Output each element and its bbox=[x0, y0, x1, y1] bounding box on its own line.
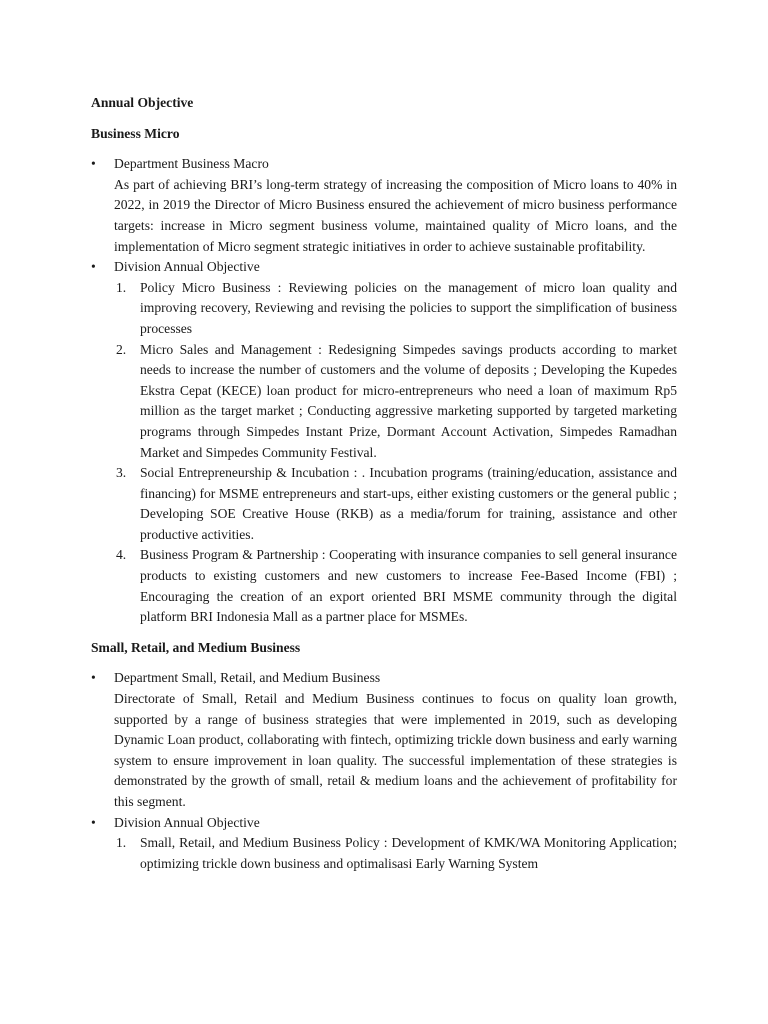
division-label: Division Annual Objective bbox=[114, 259, 260, 275]
document-page bbox=[91, 93, 677, 874]
bullet-item-department bbox=[91, 154, 677, 257]
list-number: 1. bbox=[116, 835, 127, 851]
list-item bbox=[114, 463, 677, 545]
list-item-text: Business Program & Partnership : Cooperating with insurance companies to sell general insurance products to existing customers and new customers to increase Fee-Based Income (FBI) ; Encouraging the creation of an export oriented BRI MSME community through the digital platform BRI Indonesia Mall as a partner place for MSMEs. bbox=[140, 547, 677, 625]
list-item-text: Micro Sales and Management : Redesigning Simpedes savings products according to market needs to increase the number of customers and the volume of deposits ; Developing the Kupedes Ekstra Cepat (KECE) loan product for micro-entrepreneurs who need a loan of maximum Rp5 million as the target market ; Conducting aggressive marketing supported by targeted marketing programs through Simpedes Instant Prize, Dormant Account Activation, Simpedes Ramadhan Market and Simpedes Community Festival. bbox=[140, 341, 677, 460]
list-number: 3. bbox=[116, 465, 127, 481]
bullet-item-division bbox=[91, 813, 677, 875]
list-number: 2. bbox=[116, 341, 127, 357]
small-retail-medium-list bbox=[91, 668, 677, 874]
bullet-icon: • bbox=[91, 156, 96, 172]
division-objectives-list bbox=[114, 278, 677, 628]
list-item-text: Social Entrepreneurship & Incubation : . Incubation programs (training/education, assistance and financing) for MSME entrepreneurs and start-ups, either existing customers or the general public ; Developing SOE Creative House (RKB) as a media/forum for training, assistance and other productive activities. bbox=[140, 465, 677, 542]
bullet-item-division bbox=[91, 257, 677, 628]
bullet-icon: • bbox=[91, 814, 96, 830]
list-item bbox=[114, 833, 677, 874]
document-title: Annual Objective bbox=[91, 95, 194, 110]
bullet-item-department bbox=[91, 668, 677, 812]
department-paragraph: As part of achieving BRI’s long-term strategy of increasing the composition of Micro loans to 40% in 2022, in 2019 the Director of Micro Business ensured the achievement of micro business performance targets: increase in Micro segment business volume, maintained quality of Micro loans, and the implementation of Micro segment strategic initiatives in order to achieve sustainable profitability. bbox=[114, 176, 677, 254]
list-number: 1. bbox=[116, 279, 127, 295]
department-label: Department Small, Retail, and Medium Business bbox=[114, 670, 381, 686]
bullet-icon: • bbox=[91, 259, 96, 275]
division-objectives-list bbox=[114, 833, 677, 874]
list-item-text: Policy Micro Business : Reviewing policies on the management of micro loan quality and improving recovery, Reviewing and revising the policies to support the simplification of business processes bbox=[140, 279, 677, 336]
department-label: Department Business Macro bbox=[114, 156, 269, 172]
business-micro-list bbox=[91, 154, 677, 628]
list-item bbox=[114, 545, 677, 627]
division-label: Division Annual Objective bbox=[114, 814, 260, 830]
list-item-text: Small, Retail, and Medium Business Policy : Development of KMK/WA Monitoring Application; optimizing trickle down business and optimalisasi Early Warning System bbox=[140, 835, 677, 871]
department-paragraph: Directorate of Small, Retail and Medium Business continues to focus on quality loan growth, supported by a range of business strategies that were implemented in 2019, such as developing Dynamic Loan product, collaborating with fintech, optimizing trickle down business and early warning system to ensure improvement in loan quality. The successful implementation of these strategies is demonstrated by the growth of small, retail & medium loans and the achievement of profitability for this segment. bbox=[114, 691, 677, 809]
list-item bbox=[114, 278, 677, 340]
list-item bbox=[114, 340, 677, 464]
list-number: 4. bbox=[116, 547, 127, 563]
bullet-icon: • bbox=[91, 670, 96, 686]
section-heading-business-micro: Business Micro bbox=[91, 125, 180, 141]
section-heading-small-retail-medium: Small, Retail, and Medium Business bbox=[91, 639, 301, 655]
